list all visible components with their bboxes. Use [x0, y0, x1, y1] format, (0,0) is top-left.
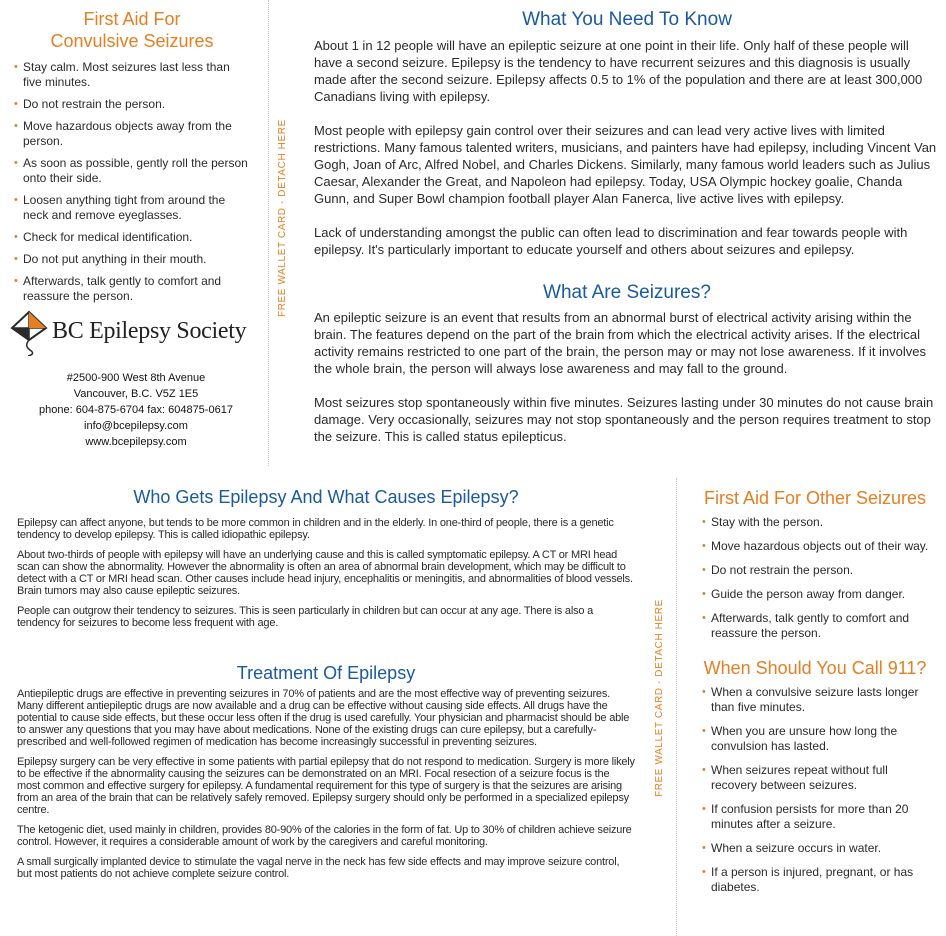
list-item: • Do not put anything in their mouth. [14, 252, 250, 267]
convulsive-first-aid-list [14, 60, 250, 304]
list-item: • Stay with the person. [702, 515, 936, 530]
contact-address [14, 370, 258, 450]
know-title: What You Need To Know [522, 9, 732, 30]
list-item: • When you are unsure how long the convulsion has lasted. [702, 724, 936, 754]
logo-wordmark: BC Epilepsy Society [52, 318, 247, 344]
list-item: • Guide the person away from danger. [702, 587, 936, 602]
list-item: • Do not restrain the person. [702, 563, 936, 578]
list-item: • When seizures repeat without full recovery between seizures. [702, 763, 936, 793]
list-item: • If confusion persists for more than 20 minutes after a seizure. [702, 802, 936, 832]
who-body [17, 517, 635, 629]
list-item: • As soon as possible, gently roll the person onto their side. [14, 156, 250, 186]
who-title: Who Gets Epilepsy And What Causes Epilepsy? [133, 487, 519, 507]
kite-logo-icon [8, 310, 50, 356]
list-item: • If a person is injured, pregnant, or has diabetes. [702, 865, 936, 895]
convulsive-card-title: First Aid For Convulsive Seizures [50, 9, 214, 51]
list-item: • Stay calm. Most seizures last less than five minutes. [14, 60, 250, 90]
address-city: Vancouver, B.C. V5Z 1E5 [73, 388, 199, 400]
detach-label-bottom: FREE WALLET CARD - DETACH HERE [654, 599, 665, 797]
contact-email[interactable]: info@bcepilepsy.com [84, 420, 188, 432]
seizures-body [314, 309, 940, 445]
bc-epilepsy-logo [8, 310, 258, 356]
detach-line-top [268, 0, 269, 466]
seizures-paragraph: Most seizures stop spontaneously within five minutes. Seizures lasting under 30 minutes do not cause brain damage. Very occasionally, seizures may not stop spontaneously and the person requires treatment to stop the seizure. This is called status epilepticus. [314, 395, 934, 444]
treatment-paragraph: A small surgically implanted device to stimulate the vagal nerve in the neck has few side effects and may improve seizure control, but most patients do not achieve complete seizure control. [17, 856, 620, 880]
list-item: • Do not restrain the person. [14, 97, 250, 112]
treatment-paragraph: Antiepileptic drugs are effective in preventing seizures in 70% of patients and are the most effective way of preventing seizures. Many different antiepileptic drugs are now available and a drug can be effective without causing side effects. All drugs have the potential to cause side effects, but these occur less often if the drug is used carefully. Your physician and pharmacist should be able to answer any questions that you may have about medications. None of the existing drugs can cure epilepsy, but a carefully-prescribed and well-followed regimen of medication has become increasingly successful in preventing seizures. [17, 688, 630, 748]
list-item: • Loosen anything tight from around the neck and remove eyeglasses. [14, 193, 250, 223]
treatment-paragraph: Epilepsy surgery can be very effective in some patients with partial epilepsy that do not respond to medication. Surgery is more likely to be effective if the abnormality causing the seizures can be demonstrated on an MRI. Focal resection of a seizure focus is the most common and effective surgery for epilepsy. A fundamental requirement for this type of surgery is that the seizures are arising from an area of the brain that can be relatively safely removed. Epilepsy surgery should only be performed in a specialized epilepsy centre. [17, 756, 635, 816]
know-paragraph: About 1 in 12 people will have an epileptic seizure at one point in their life. Only half of these people will have a second seizure. Epilepsy is the tendency to have recurrent seizures and this diagnosis is usually made after the second seizure. Epilepsy affects 0.5 to 1% of the population and there are at least 300,000 Canadians living with epilepsy. [314, 38, 923, 104]
call-911-title: When Should You Call 911? [703, 658, 927, 678]
list-item: • Afterwards, talk gently to comfort and reassure the person. [14, 274, 250, 304]
know-body [314, 37, 940, 258]
list-item: • Move hazardous objects out of their way. [702, 539, 936, 554]
know-section [314, 8, 940, 258]
treatment-title: Treatment Of Epilepsy [236, 663, 416, 683]
know-paragraph: Most people with epilepsy gain control over their seizures and can lead very active lives with limited restrictions. Many famous talented writers, musicians, and painters have had epilepsy, including Vincent Van Gogh, Joan of Arc, Alfred Nobel, and Charles Dickens. Similarly, many famous world leaders such as Julius Caesar, Alexander the Great, and Napoleon had epilepsy. Today, USA Olympic hockey goalie, Chanda Gunn, and Super Bowl champion football player Alan Fanerca, live active lives with epilepsy. [314, 123, 937, 206]
seizures-section [314, 281, 940, 445]
list-item: • When a convulsive seizure lasts longer than five minutes. [702, 685, 936, 715]
other-seizures-title: First Aid For Other Seizures [703, 488, 927, 508]
detach-line-bottom [676, 478, 677, 936]
call-911-list [694, 685, 936, 895]
address-street: #2500-900 West 8th Avenue [66, 372, 206, 384]
list-item: • Move hazardous objects away from the person. [14, 119, 250, 149]
who-section [17, 486, 635, 629]
other-first-aid-list [694, 515, 936, 641]
treatment-section [17, 662, 635, 880]
seizures-title: What Are Seizures? [543, 282, 711, 303]
contact-website[interactable]: www.bcepilepsy.com [85, 436, 187, 448]
who-paragraph: Epilepsy can affect anyone, but tends to be more common in children and in the elderly. In one-third of people, there is a genetic tendency to develop epilepsy. This is called idiopathic epilepsy. [17, 517, 614, 541]
who-paragraph: People can outgrow their tendency to seizures. This is seen particularly in children but can occur at any age. There is also a tendency for seizures to become less frequent with age. [17, 605, 594, 629]
top-wallet-card [14, 8, 250, 311]
contact-phone-fax: phone: 604-875-6704 fax: 604875-0617 [39, 404, 233, 416]
know-paragraph: Lack of understanding amongst the public can often lead to discrimination and fear towards people with epilepsy. It's particularly important to educate yourself and others about seizures and epilepsy. [314, 225, 908, 257]
who-paragraph: About two-thirds of people with epilepsy will have an underlying cause and this is called symptomatic epilepsy. A CT or MRI head scan can show the abnormality. However the abnormality is often an area of abnormal brain development, which may be difficult to detect with a CT or MRI head scan. Other causes include head injury, encephalitis or meningitis, and abnormalities of blood vessels. Brain tumors may also cause epileptic seizures. [17, 549, 633, 597]
seizures-paragraph: An epileptic seizure is an event that results from an abnormal burst of electrical activity arising within the brain. The features depend on the part of the brain from which the electrical activity arises. If the electrical activity remains restricted to one part of the brain, the person may or may not lose awareness. If it involves the whole brain, the person will always lose awareness and may fall to the ground. [314, 310, 927, 376]
list-item: • Check for medical identification. [14, 230, 250, 245]
list-item: • Afterwards, talk gently to comfort and reassure the person. [702, 611, 936, 641]
detach-label-top: FREE WALLET CARD - DETACH HERE [277, 119, 288, 317]
treatment-body [17, 688, 635, 880]
treatment-paragraph: The ketogenic diet, used mainly in children, provides 80-90% of the calories in the form of fat. Up to 30% of children achieve seizure control. However, it requires a considerable amount of work by the caregivers and careful monitoring. [17, 824, 632, 848]
list-item: • When a seizure occurs in water. [702, 841, 936, 856]
bottom-wallet-card [694, 487, 936, 895]
